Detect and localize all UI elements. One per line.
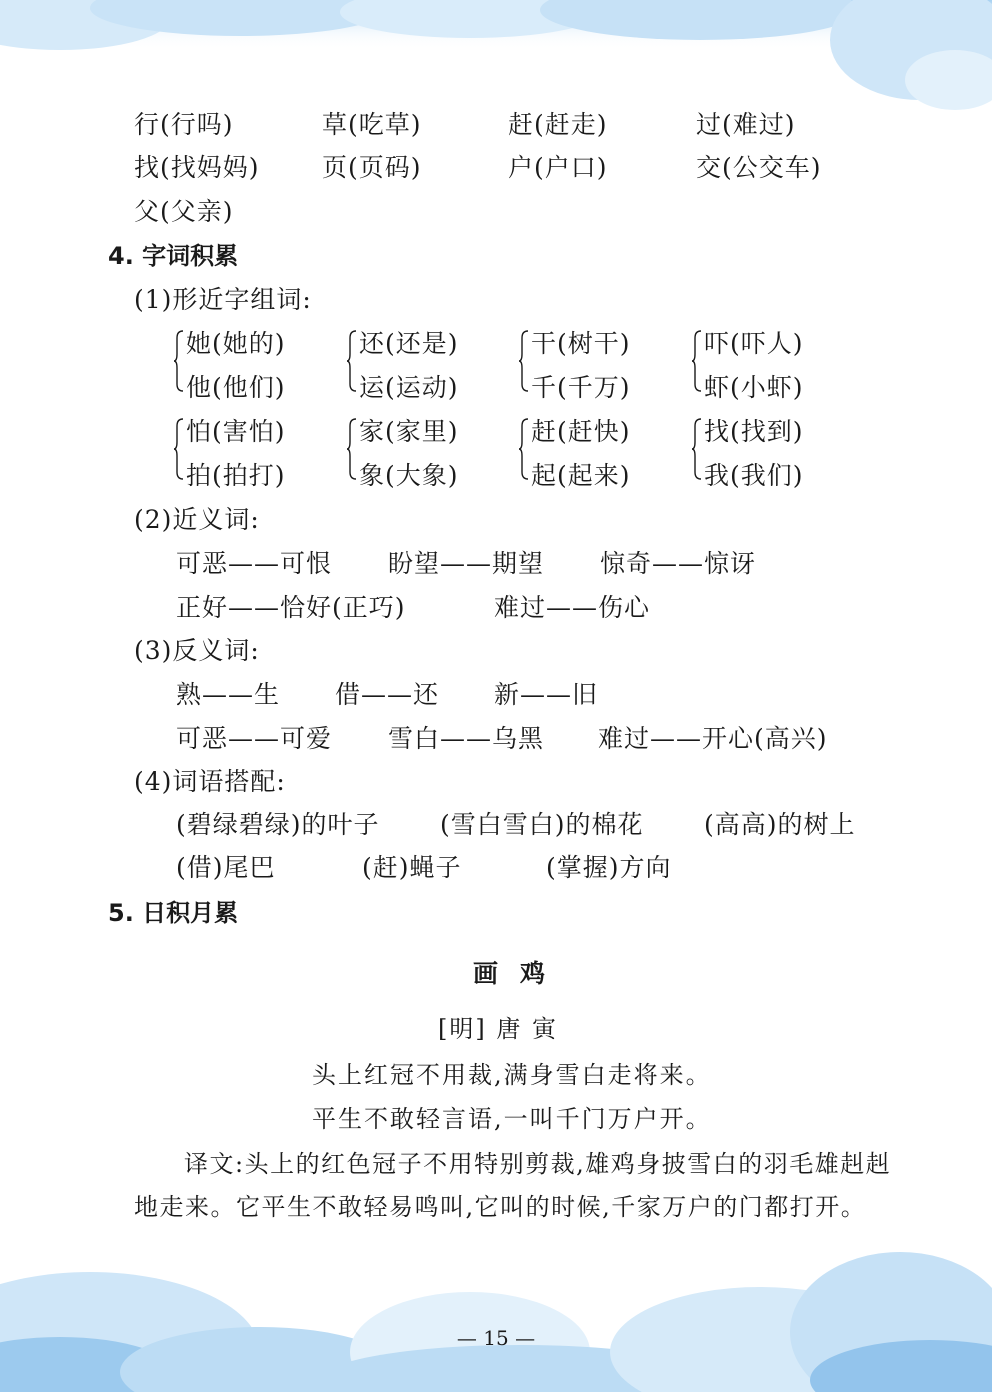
polyphone-item: 交(公交车) [696, 153, 822, 182]
similar-char-item: 我(我们) [704, 461, 804, 490]
poem-line: 头上红冠不用裁,满身雪白走将来。 [312, 1061, 712, 1089]
page-number: — 15 — [456, 1326, 536, 1350]
collocation-item: (掌握)方向 [546, 853, 672, 882]
similar-char-item: 虾(小虾) [704, 373, 804, 402]
antonym-pair: 雪白——乌黑 [388, 724, 545, 753]
synonym-pair: 惊奇——惊讶 [600, 549, 757, 578]
similar-char-item: 家(家里) [359, 417, 459, 446]
polyphone-item: 行(行吗) [134, 110, 234, 139]
cloud-header-decoration [0, 0, 992, 110]
similar-char-item: 他(他们) [186, 373, 286, 402]
section-heading-5: 5. 日积月累 [108, 899, 239, 927]
similar-char-item: 千(千万) [531, 373, 631, 402]
brace-icon [347, 418, 357, 480]
similar-char-item: 拍(拍打) [186, 461, 286, 490]
synonym-pair: 盼望——期望 [388, 549, 545, 578]
polyphone-item: 过(难过) [696, 110, 796, 139]
brace-icon [692, 418, 702, 480]
poem-title: 画鸡 [473, 959, 568, 988]
polyphone-item: 页(页码) [322, 153, 422, 182]
collocation-item: (赶)蝇子 [362, 853, 462, 882]
collocation-item: (雪白雪白)的棉花 [440, 810, 644, 839]
antonym-pair: 熟——生 [176, 680, 281, 709]
similar-char-item: 还(还是) [359, 329, 459, 358]
cloud-footer-decoration [0, 1202, 992, 1392]
synonym-pair: 正好——恰好(正巧) [176, 593, 406, 622]
brace-icon [692, 330, 702, 392]
brace-icon [519, 418, 529, 480]
antonym-pair: 借——还 [335, 680, 440, 709]
brace-icon [174, 418, 184, 480]
similar-char-item: 她(她的) [186, 329, 286, 358]
antonym-pair: 新——旧 [494, 680, 599, 709]
antonym-pair: 难过——开心(高兴) [598, 724, 828, 753]
subsection-label-antonyms: (3)反义词: [134, 636, 260, 665]
similar-char-item: 干(树干) [531, 329, 631, 358]
subsection-label-similar: (1)形近字组词: [134, 285, 312, 314]
section-heading-4: 4. 字词积累 [108, 242, 239, 270]
poem-author: [明] 唐 寅 [438, 1015, 558, 1043]
similar-char-item: 运(运动) [359, 373, 459, 402]
similar-char-item: 吓(吓人) [704, 329, 804, 358]
antonym-pair: 可恶——可爱 [176, 724, 333, 753]
collocation-item: (碧绿碧绿)的叶子 [176, 810, 380, 839]
collocation-item: (借)尾巴 [176, 853, 276, 882]
subsection-label-synonyms: (2)近义词: [134, 505, 260, 534]
subsection-label-collocation: (4)词语搭配: [134, 767, 286, 796]
brace-icon [174, 330, 184, 392]
similar-char-item: 找(找到) [704, 417, 804, 446]
poem-line: 平生不敢轻言语,一叫千门万户开。 [312, 1105, 712, 1133]
polyphone-item: 找(找妈妈) [134, 153, 260, 182]
synonym-pair: 可恶——可恨 [176, 549, 333, 578]
similar-char-item: 象(大象) [359, 461, 459, 490]
brace-icon [347, 330, 357, 392]
similar-char-item: 起(起来) [531, 461, 631, 490]
polyphone-item: 户(户口) [508, 153, 608, 182]
polyphone-item: 父(父亲) [134, 197, 234, 226]
polyphone-item: 赶(赶走) [508, 110, 608, 139]
poem-translation: 译文:头上的红色冠子不用特别剪裁,雄鸡身披雪白的羽毛雄赳赳地走来。它平生不敢轻易鸣叫,它叫的时候,千家万户的门都打开。 [134, 1150, 892, 1221]
similar-char-item: 怕(害怕) [186, 417, 286, 446]
similar-char-item: 赶(赶快) [531, 417, 631, 446]
brace-icon [519, 330, 529, 392]
polyphone-item: 草(吃草) [322, 110, 422, 139]
collocation-item: (高高)的树上 [704, 810, 856, 839]
synonym-pair: 难过——伤心 [494, 593, 651, 622]
